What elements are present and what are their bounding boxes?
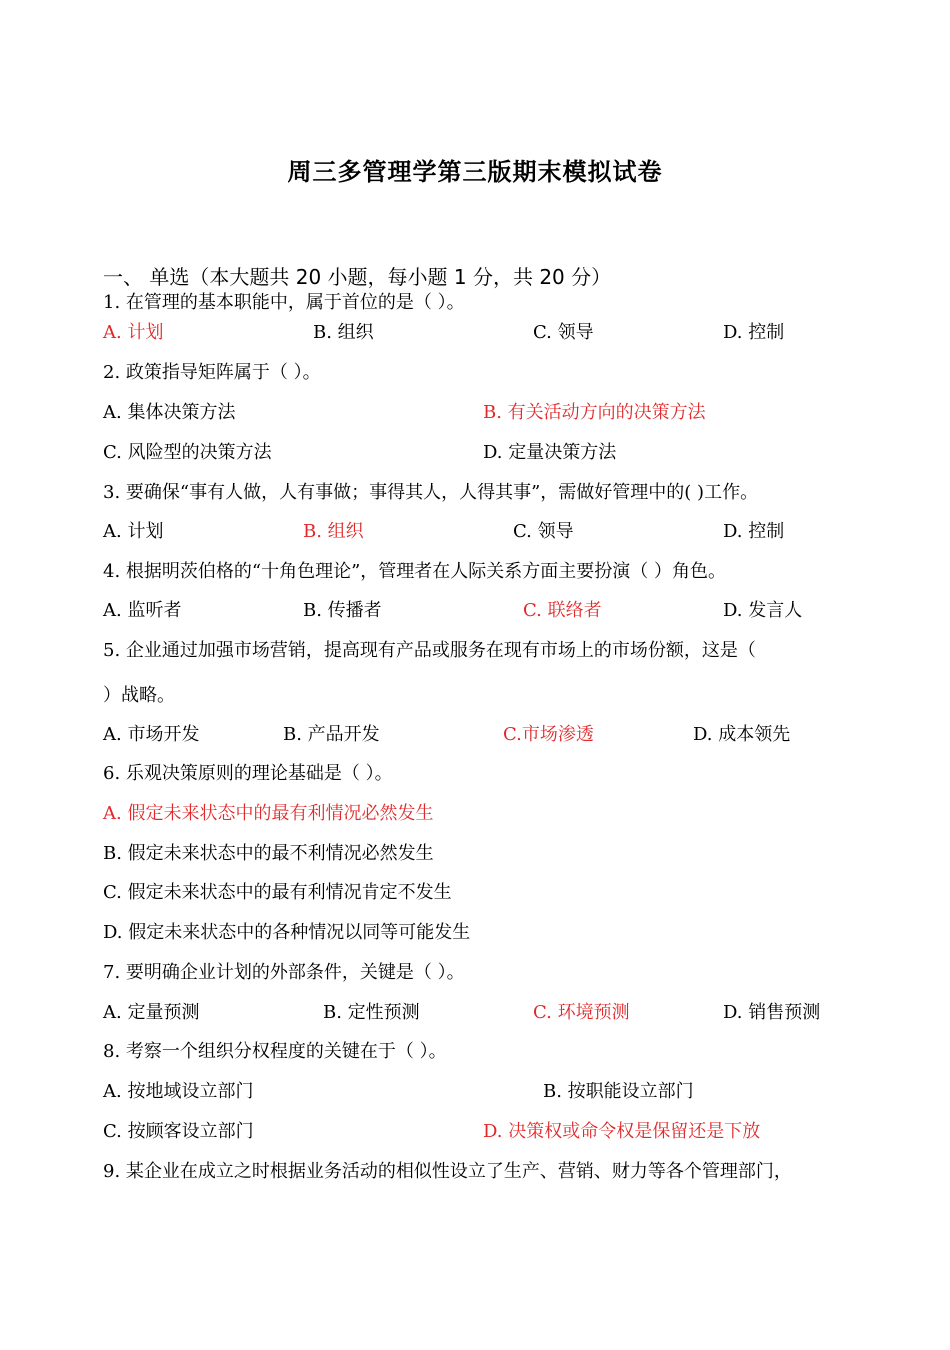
question-7-option-c: C. 环境预测 <box>533 1002 630 1023</box>
question-1-stem: 1. 在管理的基本职能中，属于首位的是（ ）。 <box>103 292 465 313</box>
question-1-option-d: D. 控制 <box>723 322 785 343</box>
question-5-stem: 5. 企业通过加强市场营销，提高现有产品或服务在现有市场上的市场份额，这是（ <box>103 640 756 661</box>
question-4-option-a: A. 监听者 <box>103 600 182 621</box>
question-1-option-a: A. 计划 <box>103 322 164 343</box>
question-2-option-a: A. 集体决策方法 <box>103 402 236 423</box>
question-8-option-d: D. 决策权或命令权是保留还是下放 <box>483 1121 761 1142</box>
question-1-option-c: C. 领导 <box>533 322 594 343</box>
section-heading: 一、 单选（本大题共 20 小题，每小题 1 分，共 20 分） <box>103 265 612 289</box>
question-5-option-c: C.市场渗透 <box>503 724 594 745</box>
document-title: 周三多管理学第三版期末模拟试卷 <box>287 158 663 186</box>
question-8-option-c: C. 按顾客设立部门 <box>103 1121 254 1142</box>
question-6-option-c: C. 假定未来状态中的最有利情况肯定不发生 <box>103 882 452 903</box>
question-6-option-a: A. 假定未来状态中的最有利情况必然发生 <box>103 803 434 824</box>
question-6-option-b: B. 假定未来状态中的最不利情况必然发生 <box>103 843 434 864</box>
question-4-option-c: C. 联络者 <box>523 600 602 621</box>
question-4-option-b: B. 传播者 <box>303 600 382 621</box>
question-3-stem: 3. 要确保“事有人做，人有事做；事得其人，人得其事”，需做好管理中的( )工作。 <box>103 482 759 503</box>
question-6-stem: 6. 乐观决策原则的理论基础是（ ）。 <box>103 763 393 784</box>
question-2-option-d: D. 定量决策方法 <box>483 442 617 463</box>
question-2-stem: 2. 政策指导矩阵属于（ ）。 <box>103 362 321 383</box>
question-3-option-d: D. 控制 <box>723 521 785 542</box>
question-2-option-b: B. 有关活动方向的决策方法 <box>483 402 706 423</box>
question-7-option-a: A. 定量预测 <box>103 1002 200 1023</box>
question-5-option-d: D. 成本领先 <box>693 724 791 745</box>
question-7-stem: 7. 要明确企业计划的外部条件，关键是（ ）。 <box>103 962 465 983</box>
question-3-option-a: A. 计划 <box>103 521 164 542</box>
question-5-option-b: B. 产品开发 <box>283 724 380 745</box>
question-3-option-c: C. 领导 <box>513 521 574 542</box>
question-3-option-b: B. 组织 <box>303 521 364 542</box>
question-4-option-d: D. 发言人 <box>723 600 803 621</box>
question-9-stem: 9. 某企业在成立之时根据业务活动的相似性设立了生产、营销、财力等各个管理部门， <box>103 1161 792 1182</box>
question-7-option-d: D. 销售预测 <box>723 1002 821 1023</box>
question-8-option-b: B. 按职能设立部门 <box>543 1081 694 1102</box>
question-7-option-b: B. 定性预测 <box>323 1002 420 1023</box>
question-4-stem: 4. 根据明茨伯格的“十角色理论”，管理者在人际关系方面主要扮演（ ）角色。 <box>103 561 727 582</box>
question-8-option-a: A. 按地域设立部门 <box>103 1081 254 1102</box>
question-1-option-b: B. 组织 <box>313 322 374 343</box>
question-2-option-c: C. 风险型的决策方法 <box>103 442 272 463</box>
question-5-stem-continued: ）战略。 <box>103 685 175 706</box>
question-5-option-a: A. 市场开发 <box>103 724 200 745</box>
question-6-option-d: D. 假定未来状态中的各种情况以同等可能发生 <box>103 922 471 943</box>
question-8-stem: 8. 考察一个组织分权程度的关键在于（ ）。 <box>103 1041 447 1062</box>
